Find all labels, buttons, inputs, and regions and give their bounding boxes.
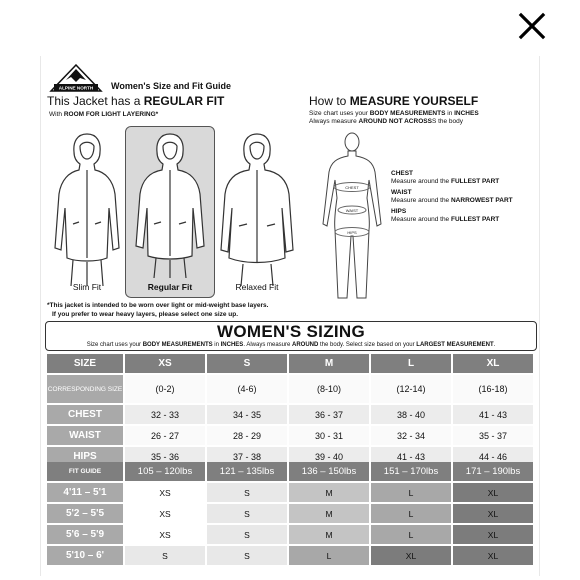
table-cell: (12-14) [371, 375, 451, 403]
size-cell: XS [125, 504, 205, 523]
size-cell: L [371, 483, 451, 502]
table-cell: 28 - 29 [207, 426, 287, 445]
size-header-label: SIZE [47, 354, 123, 373]
waist-row-label: WAIST [47, 426, 123, 445]
size-header-xs: XS [125, 354, 205, 373]
size-cell: XL [453, 504, 533, 523]
fit-heading: This Jacket has a REGULAR FIT [47, 94, 225, 108]
height-range-label: 5'6 – 5'9 [47, 525, 123, 544]
size-cell: M [289, 525, 369, 544]
size-cell: XS [125, 525, 205, 544]
size-header-xl: XL [453, 354, 533, 373]
table-cell: 39 - 40 [289, 447, 369, 466]
regular-fit-figure [130, 128, 210, 288]
table-cell: 41 - 43 [453, 405, 533, 424]
size-cell: S [207, 546, 287, 565]
size-cell: M [289, 483, 369, 502]
size-cell: L [371, 504, 451, 523]
table-cell: 32 - 34 [371, 426, 451, 445]
height-row [47, 504, 533, 523]
size-cell: XL [371, 546, 451, 565]
size-cell: XL [453, 546, 533, 565]
table-cell: (8-10) [289, 375, 369, 403]
slim-fit-label: Slim Fit [72, 282, 102, 292]
size-cell: XL [453, 483, 533, 502]
height-range-label: 4'11 – 5'1 [47, 483, 123, 502]
weight-range-header: 136 – 150lbs [289, 462, 369, 481]
table-cell: 32 - 33 [125, 405, 205, 424]
relaxed-fit-figure [217, 128, 297, 288]
size-cell: L [289, 546, 369, 565]
corresponding-size-row [47, 375, 533, 403]
weight-range-header: 105 – 120lbs [125, 462, 205, 481]
table-cell: 30 - 31 [289, 426, 369, 445]
table-cell: 35 - 37 [453, 426, 533, 445]
hips-instruction: HIPS Measure around the FULLEST PART [391, 208, 500, 223]
height-row [47, 525, 533, 544]
table-cell: 37 - 38 [207, 447, 287, 466]
table-cell: 34 - 35 [207, 405, 287, 424]
size-cell: XS [125, 483, 205, 502]
size-cell: S [207, 525, 287, 544]
table-cell: 38 - 40 [371, 405, 451, 424]
mountain-logo-icon [49, 64, 103, 94]
hips-row-label: HIPS [47, 447, 123, 466]
size-cell: XL [453, 525, 533, 544]
svg-text:CHEST: CHEST [345, 185, 359, 190]
regular-fit-label: Regular Fit [147, 282, 193, 292]
svg-text:HIPS: HIPS [347, 230, 357, 235]
close-button[interactable] [514, 8, 550, 44]
chest-instruction: CHEST Measure around the FULLEST PART [391, 170, 500, 185]
size-cell: M [289, 504, 369, 523]
size-header-l: L [371, 354, 451, 373]
table-cell: 36 - 37 [289, 405, 369, 424]
height-row [47, 546, 533, 565]
height-range-label: 5'2 – 5'5 [47, 504, 123, 523]
table-cell: 26 - 27 [125, 426, 205, 445]
table-cell: 44 - 46 [453, 447, 533, 466]
size-guide-image [40, 56, 540, 576]
waist-row [47, 426, 533, 445]
chest-row [47, 405, 533, 424]
svg-text:WAIST: WAIST [345, 208, 359, 213]
size-measurement-table [45, 352, 535, 468]
fit-guide-header-label: FIT GUIDE [47, 462, 123, 481]
brand-logo [49, 64, 103, 94]
weight-range-header: 121 – 135lbs [207, 462, 287, 481]
table-cell: 35 - 36 [125, 447, 205, 466]
relaxed-fit-label: Relaxed Fit [235, 282, 279, 292]
table-cell: (4-6) [207, 375, 287, 403]
table-cell: (0-2) [125, 375, 205, 403]
table-cell: 41 - 43 [371, 447, 451, 466]
fit-subheading: With ROOM FOR LIGHT LAYERING* [49, 111, 159, 118]
sizing-title: WOMEN'S SIZING [216, 322, 366, 341]
guide-title: Women's Size and Fit Guide [111, 81, 231, 91]
fit-guide-table [45, 460, 535, 567]
close-icon [514, 8, 550, 44]
size-cell: S [207, 483, 287, 502]
svg-text:ALPINE NORTH: ALPINE NORTH [58, 85, 94, 91]
size-cell: L [371, 525, 451, 544]
chest-row-label: CHEST [47, 405, 123, 424]
measure-subtitle: Size chart uses your BODY MEASUREMENTS in INCHES Always measure AROUND NOT ACROSSS the body [309, 110, 479, 125]
slim-fit-figure [47, 128, 127, 288]
corresponding-size-label: CORRESPONDING SIZE [47, 375, 123, 403]
size-header-s: S [207, 354, 287, 373]
fit-guide-header-row [47, 462, 533, 481]
waist-instruction: WAIST Measure around the NARROWEST PART [391, 189, 513, 204]
weight-range-header: 151 – 170lbs [371, 462, 451, 481]
height-row [47, 483, 533, 502]
size-header-row [47, 354, 533, 373]
layering-note: *This jacket is intended to be worn over light or mid-weight base layers. If you prefer to wear heavy layers, please select one size up. [47, 302, 269, 318]
size-cell: S [125, 546, 205, 565]
body-measurement-figure [317, 132, 387, 302]
table-cell: (16-18) [453, 375, 533, 403]
measure-title: How to MEASURE YOURSELF [309, 94, 479, 108]
size-header-m: M [289, 354, 369, 373]
size-cell: S [207, 504, 287, 523]
height-range-label: 5'10 – 6' [47, 546, 123, 565]
weight-range-header: 171 – 190lbs [453, 462, 533, 481]
womens-sizing-banner [45, 321, 537, 351]
sizing-subtitle: Size chart uses your BODY MEASUREMENTS in INCHES. Always measure AROUND the body. Select size based on your LARGEST MEASUREMENT. [86, 342, 496, 348]
